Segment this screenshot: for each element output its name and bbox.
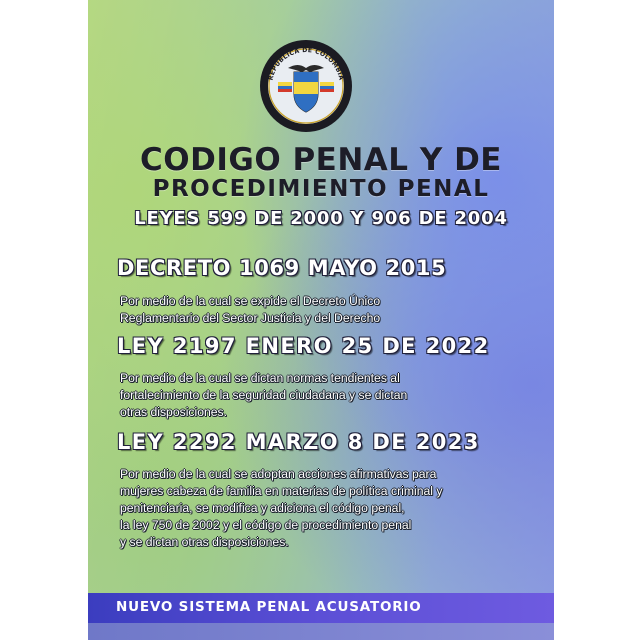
description-line: otras disposiciones. xyxy=(120,405,228,419)
section-heading-decreto-1069: DECRETO 1069 MAYO 2015 xyxy=(117,256,447,280)
description-line: la ley 750 de 2002 y el código de procedimiento penal xyxy=(120,518,412,532)
book-cover xyxy=(88,0,554,640)
section-heading-ley-2197: LEY 2197 ENERO 25 DE 2022 xyxy=(117,334,490,358)
description-line: mujeres cabeza de familia en materias de política criminal y xyxy=(120,484,443,498)
description-line: fortalecimiento de la seguridad ciudadana y se dictan xyxy=(120,388,408,402)
description-line: Por medio de la cual se dictan normas tendientes al xyxy=(120,371,400,385)
svg-text:REPÚBLICA DE COLOMBIA: REPÚBLICA DE COLOMBIA xyxy=(267,46,345,82)
seal-emblem-icon xyxy=(258,38,354,134)
description-line: Reglamentario del Sector Justicia y del Derecho xyxy=(120,311,381,325)
title-line-1: CODIGO PENAL Y DE xyxy=(140,142,502,178)
description-line: Por medio de la cual se expide el Decreto Único xyxy=(120,294,381,308)
footer-label: NUEVO SISTEMA PENAL ACUSATORIO xyxy=(116,599,422,615)
bottom-strip xyxy=(88,623,554,640)
section-description-ley-2197 xyxy=(120,370,550,421)
title-line-2: PROCEDIMIENTO PENAL xyxy=(152,176,490,202)
footer-band xyxy=(88,593,554,623)
description-line: penitenciaria, se modifica y adiciona el código penal, xyxy=(120,501,405,515)
section-description-decreto-1069 xyxy=(120,293,550,327)
description-line: Por medio de la cual se adoptan acciones afirmativas para xyxy=(120,467,437,481)
description-line: y se dictan otras disposiciones. xyxy=(120,535,289,549)
laws-subtitle: LEYES 599 DE 2000 Y 906 DE 2004 xyxy=(134,208,508,229)
section-heading-ley-2292: LEY 2292 MARZO 8 DE 2023 xyxy=(117,430,480,454)
section-description-ley-2292 xyxy=(120,466,550,551)
colombia-coat-of-arms-seal xyxy=(258,38,354,134)
